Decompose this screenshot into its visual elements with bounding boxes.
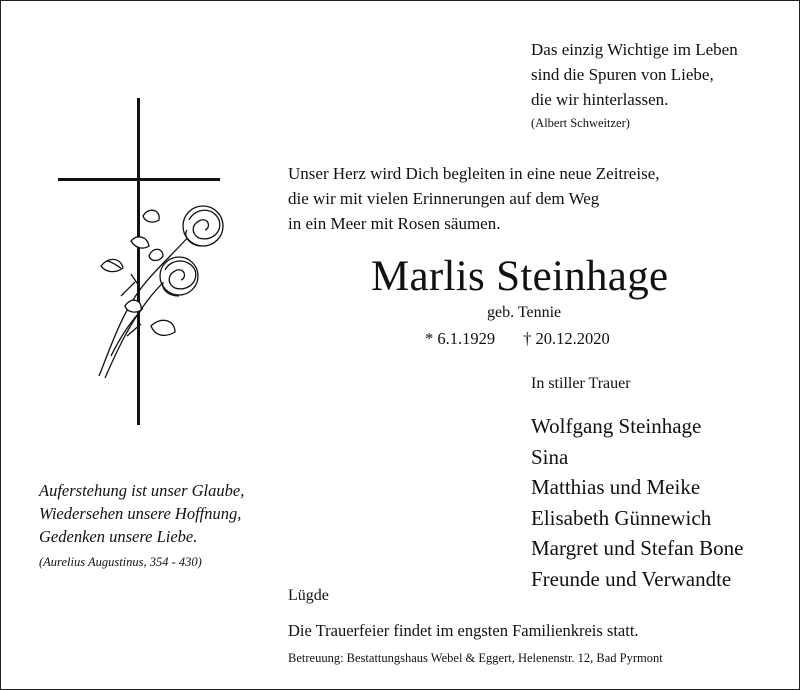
maiden-name: geb. Tennie [487, 304, 562, 321]
verse-line: Unser Herz wird Dich begleiten in eine neue Zeitreise, [288, 164, 660, 183]
quote-line: Gedenken unsere Liebe. [39, 527, 198, 546]
mourner: Freunde und Verwandte [531, 566, 732, 591]
quote-line: die wir hinterlassen. [531, 90, 669, 109]
schweitzer-quote [531, 37, 738, 134]
verse [288, 161, 660, 236]
birth-date: * 6.1.1929 [425, 329, 496, 348]
mourner: Margret und Stefan Bone [531, 536, 744, 561]
mourner: Wolfgang Steinhage [531, 414, 702, 438]
quote-line: sind die Spuren von Liebe, [531, 65, 714, 84]
mourner: Matthias und Meike [531, 475, 701, 500]
quote-line: Das einzig Wichtige im Leben [531, 40, 738, 59]
ceremony-note: Die Trauerfeier findet im engsten Familienkreis statt. [288, 621, 639, 640]
cross-icon-bar [58, 178, 220, 181]
verse-line: in ein Meer mit Rosen säumen. [288, 214, 501, 233]
quote-source: (Aurelius Augustinus, 354 - 430) [39, 555, 202, 569]
augustinus-quote [39, 479, 244, 572]
funeral-home-note: Betreuung: Bestattungshaus Webel & Eggert, Helenenstr. 12, Bad Pyrmont [288, 651, 663, 665]
quote-line: Auferstehung ist unser Glaube, [39, 481, 245, 500]
death-date: † 20.12.2020 [523, 329, 610, 348]
deceased-name: Marlis Steinhage [371, 253, 669, 300]
mourner: Elisabeth Günnewich [531, 505, 712, 530]
mourner: Sina [531, 444, 569, 469]
mourning-label: In stiller Trauer [531, 375, 631, 392]
life-dates [425, 329, 610, 349]
rose-illustration [91, 196, 231, 386]
quote-source: (Albert Schweitzer) [531, 116, 630, 130]
place: Lügde [288, 587, 329, 604]
verse-line: die wir mit vielen Erinnerungen auf dem Weg [288, 189, 600, 208]
quote-line: Wiedersehen unsere Hoffnung, [39, 504, 242, 523]
mourners-list [531, 411, 743, 595]
